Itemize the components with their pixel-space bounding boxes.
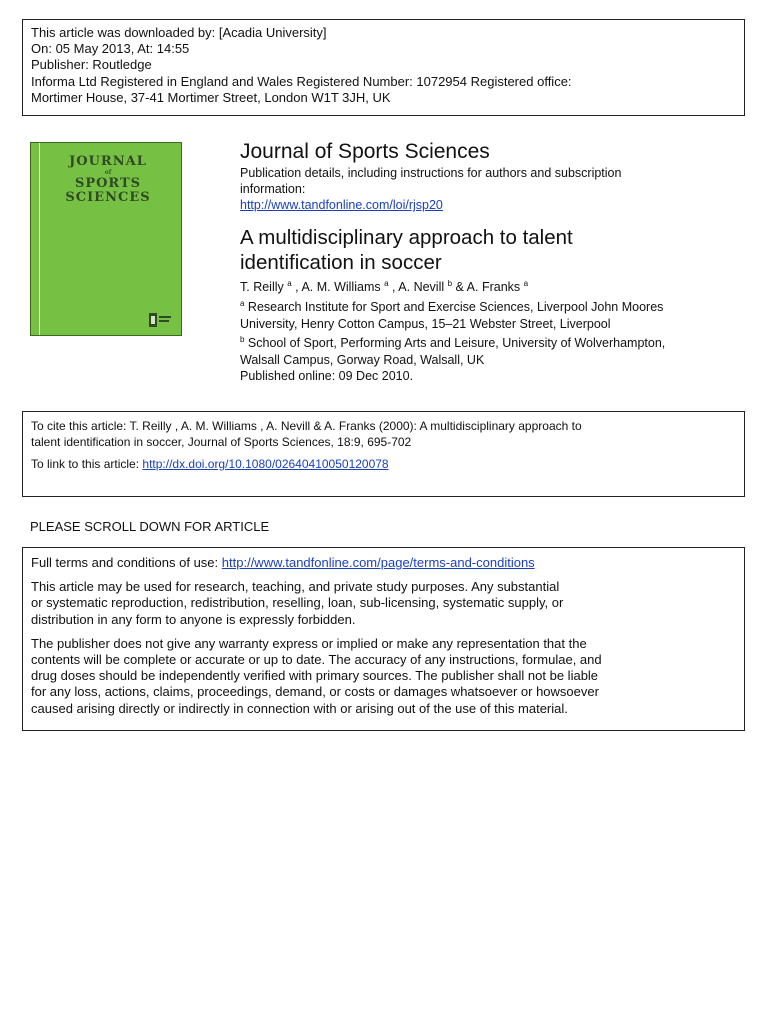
doi-row [31,456,736,472]
article-title [240,225,573,275]
affiliation-mark: a [240,299,245,308]
disclaimer-line: contents will be complete or accurate or up to date. The accuracy of any instructions, formulae, and [31,652,602,668]
author-affiliation-mark: a [523,279,529,288]
download-info-line: Mortimer House, 37-41 Mortimer Street, London W1T 3JH, UK [31,89,391,105]
citation-box [22,411,745,497]
cover-title [41,155,175,205]
download-info-line: On: 05 May 2013, At: 14:55 [31,41,190,57]
author-separator: , [388,280,399,294]
affiliation-a-cont: University, Henry Cotton Campus, 15–21 Webster Street, Liverpool [240,316,611,331]
cover-spine-line [39,143,40,335]
cover-title-sciences: SCIENCES [65,190,151,205]
author-name: T. Reilly [240,280,284,294]
author-name: A. Nevill [398,280,445,294]
disclaimer-paragraph [31,636,736,717]
author-name: A. Franks [466,280,521,294]
terms-label: Full terms and conditions of use: [31,555,219,570]
author-name: A. M. Williams [301,280,381,294]
usage-line: distribution in any form to anyone is expressly forbidden. [31,611,356,627]
disclaimer-line: drug doses should be independently verified with primary sources. The publisher shall not be liable [31,668,599,684]
journal-cover-image [30,142,182,336]
doi-label: To link to this article: [31,457,140,471]
cover-title-journal: JOURNAL [69,154,147,169]
doi-link[interactable]: http://dx.doi.org/10.1080/02640410050120078 [142,457,389,471]
affiliation-b [240,335,665,352]
routledge-logo-icon [149,313,171,327]
article-title-line: identification in soccer [240,251,442,274]
scroll-down-notice: PLEASE SCROLL DOWN FOR ARTICLE [30,519,270,534]
download-info-line: Publisher: Routledge [31,57,152,73]
usage-line: or systematic reproduction, redistribution, reselling, loan, sub-licensing, systematic supply, or [31,595,564,611]
published-date: Published online: 09 Dec 2010. [240,369,414,383]
cover-title-sports: SPORTS [74,176,142,191]
affiliation-text: School of Sport, Performing Arts and Leisure, University of Wolverhampton, [244,336,666,350]
affiliation-b-cont: Walsall Campus, Gorway Road, Walsall, UK [240,352,485,367]
terms-link[interactable]: http://www.tandfonline.com/page/terms-and-conditions [221,555,535,570]
author-affiliation-mark: a [287,279,292,288]
affiliations [240,299,665,385]
citation-line: talent identification in soccer, Journal of Sports Sciences, 18:9, 695-702 [31,435,412,449]
download-info-box [22,19,745,116]
download-info-line: Informa Ltd Registered in England and Wales Registered Number: 1072954 Registered office: [31,73,572,89]
disclaimer-line: The publisher does not give any warranty express or implied or make any representation that the [31,635,587,651]
disclaimer-line: for any loss, actions, claims, proceedings, demand, or costs or damages whatsoever or howsoever [31,684,599,700]
terms-row [31,555,736,571]
terms-box [22,547,745,731]
author-separator: , [291,280,302,294]
affiliation-mark: b [240,335,245,344]
author-list [240,279,528,295]
usage-line: This article may be used for research, teaching, and private study purposes. Any substantial [31,579,560,595]
affiliation-text: Research Institute for Sport and Exercise Sciences, Liverpool John Moores [244,300,664,314]
publication-details-line: Publication details, including instructions for authors and subscription [240,166,622,180]
author-affiliation-mark: a [384,279,389,288]
publication-details-line: information: [240,181,306,196]
article-title-line: A multidisciplinary approach to talent [240,226,573,249]
usage-paragraph [31,579,736,628]
publication-details [240,166,621,197]
cover-title-of: of [104,169,112,176]
author-affiliation-mark: b [447,279,453,288]
journal-title: Journal of Sports Sciences [240,140,490,163]
citation-line: To cite this article: T. Reilly , A. M. Williams , A. Nevill & A. Franks (2000): A multidisciplinary approach to [31,419,582,433]
journal-url-link[interactable]: http://www.tandfonline.com/loi/rjsp20 [240,198,443,212]
author-separator: & [452,280,467,294]
affiliation-a [240,299,665,316]
download-info-line: This article was downloaded by: [Acadia University] [31,25,327,40]
disclaimer-line: caused arising directly or indirectly in connection with or arising out of the use of this material. [31,700,568,716]
